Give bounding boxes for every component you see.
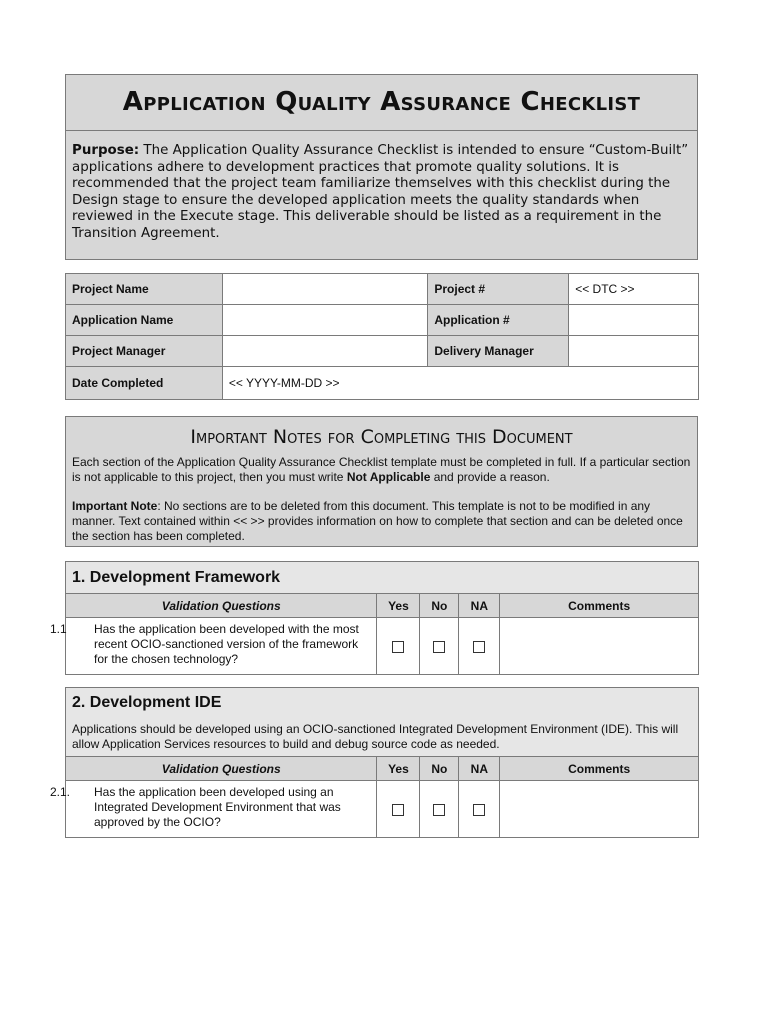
project-name-field[interactable] (222, 274, 428, 305)
col-yes: Yes (377, 757, 420, 781)
title-block (65, 74, 698, 260)
yes-checkbox[interactable] (392, 641, 404, 653)
purpose-paragraph (66, 131, 697, 243)
table-row (66, 336, 699, 367)
notes-p1-text-b: and provide a reason. (430, 470, 550, 484)
no-checkbox[interactable] (433, 804, 445, 816)
col-yes: Yes (377, 594, 420, 618)
validation-table (50, 593, 699, 675)
na-cell (459, 618, 500, 675)
no-cell (420, 781, 459, 838)
purpose-label: Purpose: (72, 143, 140, 158)
table-row (66, 367, 699, 400)
question-number: 1.1 (50, 622, 67, 636)
section-title: 2. Development IDE (72, 694, 222, 711)
col-no: No (420, 594, 459, 618)
application-number-label: Application # (428, 305, 569, 336)
table-header-row (66, 594, 699, 618)
notes-p1-bold: Not Applicable (346, 470, 431, 484)
project-number-field[interactable]: << DTC >> (569, 274, 699, 305)
project-info-table (65, 273, 699, 400)
delivery-manager-field[interactable] (569, 336, 699, 367)
col-validation-questions: Validation Questions (66, 757, 377, 781)
comments-field[interactable] (500, 781, 699, 838)
notes-paragraph-2 (66, 499, 697, 544)
project-manager-label: Project Manager (66, 336, 223, 367)
section-development-ide (50, 687, 699, 838)
section-description: Applications should be developed using an OCIO-sanctioned Integrated Development Environment (IDE). This will allow Application Services resources to build and debug source code as needed. (72, 722, 679, 751)
notes-p2-text: : No sections are to be deleted from this document. This template is not to be modified in any manner. Text contained within << >> provides information on how to complete that section and can be deleted once the section has been completed. (72, 499, 683, 543)
na-checkbox[interactable] (473, 641, 485, 653)
no-cell (420, 618, 459, 675)
col-na: NA (459, 594, 500, 618)
important-notes-block (65, 416, 698, 547)
comments-field[interactable] (500, 618, 699, 675)
question-text: Has the application been developed with the most recent OCIO-sanctioned version of the framework for the chosen technology? (94, 622, 359, 666)
project-number-label: Project # (428, 274, 569, 305)
application-name-label: Application Name (66, 305, 223, 336)
col-no: No (420, 757, 459, 781)
document-title: Application Quality Assurance Checklist (66, 75, 697, 131)
section-development-framework (50, 561, 699, 675)
section-header (65, 687, 699, 756)
notes-p1-text-a: Each section of the Application Quality Assurance Checklist template must be completed in full. If a particular section is not applicable to this project, then you must write (72, 455, 691, 484)
question-text: Has the application been developed using an Integrated Development Environment that was approved by the OCIO? (94, 785, 341, 829)
yes-cell (377, 618, 420, 675)
notes-title: Important Notes for Completing this Document (190, 426, 573, 448)
yes-checkbox[interactable] (392, 804, 404, 816)
project-manager-field[interactable] (222, 336, 428, 367)
col-validation-questions: Validation Questions (66, 594, 377, 618)
question-cell (50, 618, 377, 675)
purpose-text: The Application Quality Assurance Checklist is intended to ensure “Custom-Built” applications adhere to development practices that promote quality solutions. It is recommended that the project team familiarize themselves with this checklist during the Design stage to ensure the developed application meets the quality standards when reviewed in the Execute stage. This deliverable should be listed as a requirement in the Transition Agreement. (72, 143, 689, 241)
no-checkbox[interactable] (433, 641, 445, 653)
table-row (66, 781, 699, 838)
notes-p2-bold: Important Note (72, 499, 158, 513)
table-row (66, 274, 699, 305)
table-row (66, 305, 699, 336)
delivery-manager-label: Delivery Manager (428, 336, 569, 367)
application-name-field[interactable] (222, 305, 428, 336)
date-completed-label: Date Completed (66, 367, 223, 400)
table-header-row (66, 757, 699, 781)
col-na: NA (459, 757, 500, 781)
table-row (66, 618, 699, 675)
section-header (65, 561, 699, 593)
date-completed-field[interactable]: << YYYY-MM-DD >> (222, 367, 698, 400)
col-comments: Comments (500, 594, 699, 618)
question-cell (50, 781, 377, 838)
notes-paragraph-1 (66, 455, 697, 485)
application-number-field[interactable] (569, 305, 699, 336)
validation-table (50, 756, 699, 838)
section-title: 1. Development Framework (72, 569, 281, 586)
na-cell (459, 781, 500, 838)
yes-cell (377, 781, 420, 838)
col-comments: Comments (500, 757, 699, 781)
na-checkbox[interactable] (473, 804, 485, 816)
project-name-label: Project Name (66, 274, 223, 305)
question-number: 2.1. (50, 785, 71, 799)
